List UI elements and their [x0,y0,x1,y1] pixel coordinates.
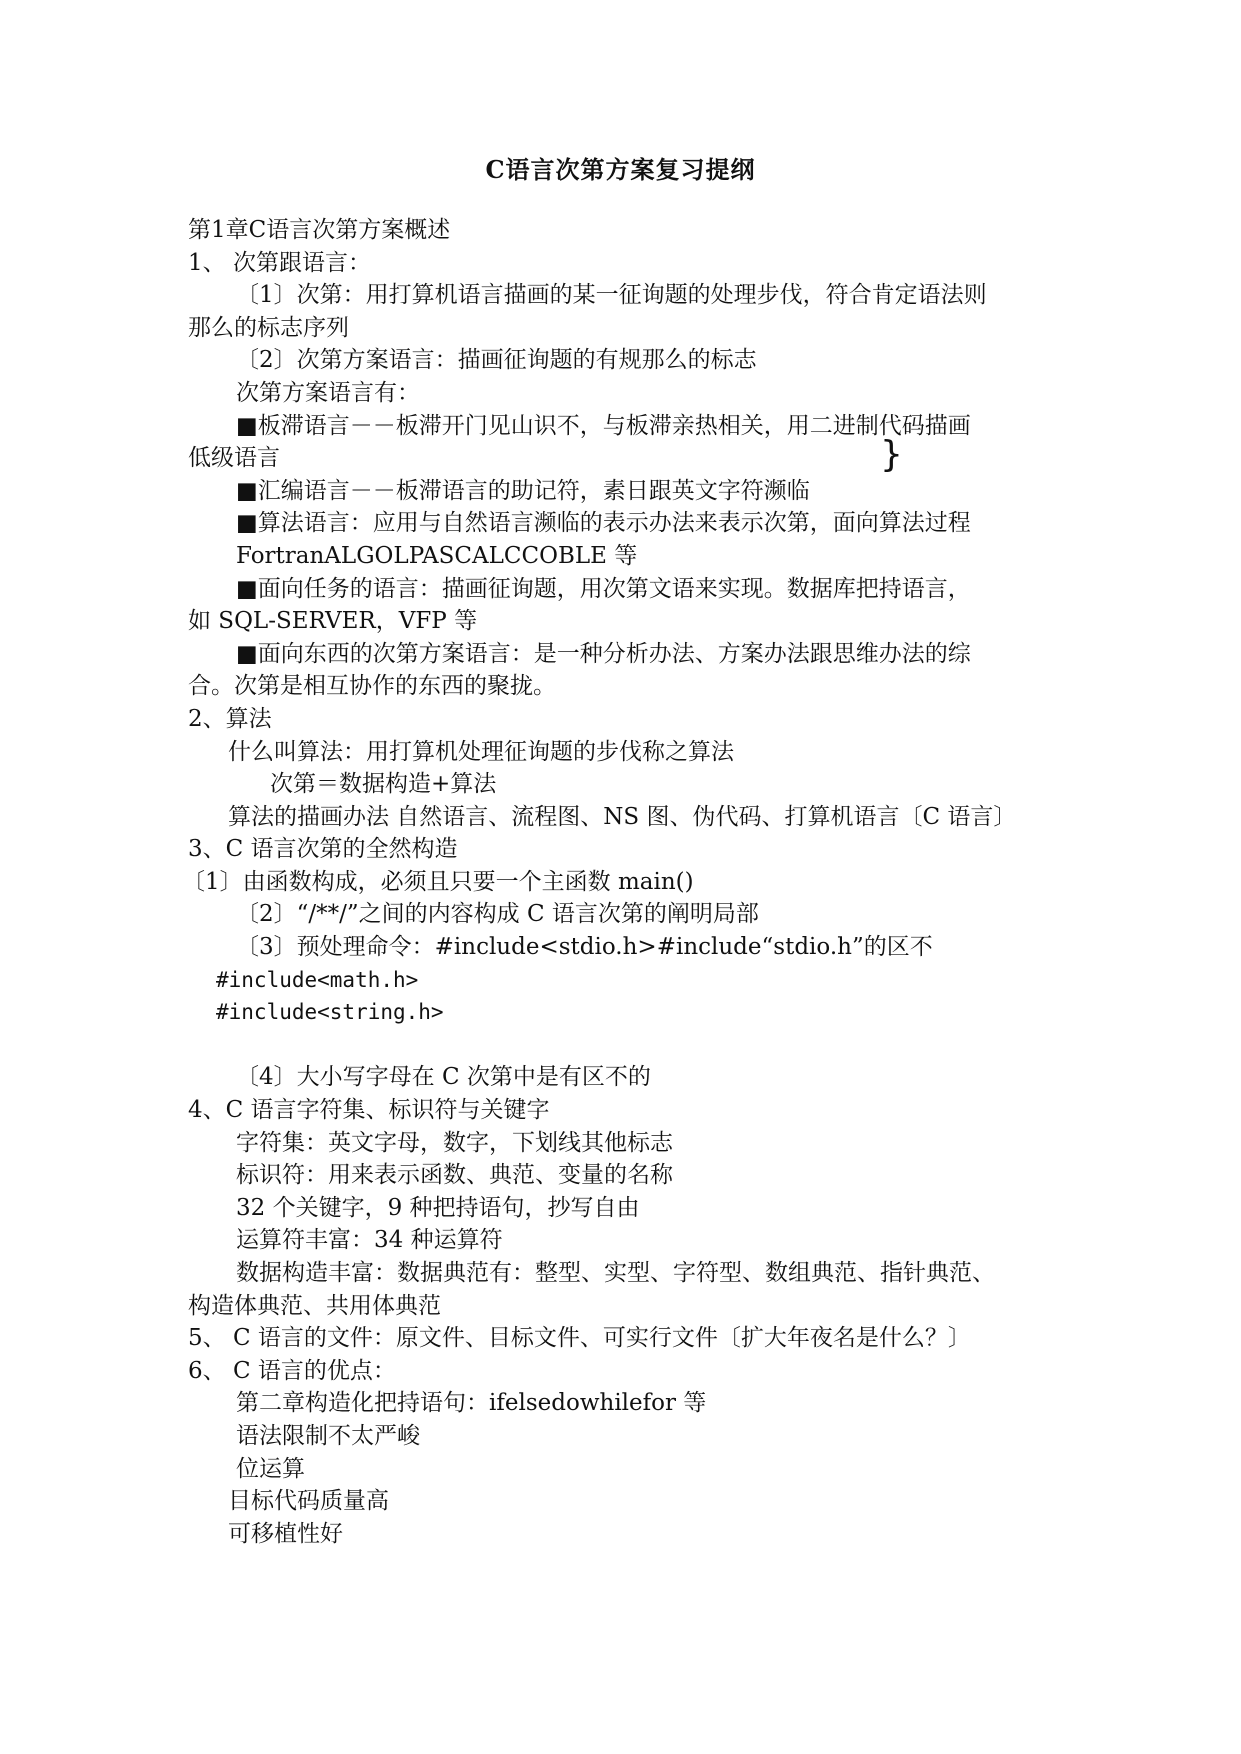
text-line: 次第＝数据构造+算法 [270,771,497,798]
section-heading: 2、算法 [188,705,272,732]
brace-mark: } [880,434,903,475]
chapter-heading: 第1章C语言次第方案概述 [188,217,451,243]
document-title: C语言次第方案复习提纲 [485,155,756,184]
text-line: 次第方案语言有： [236,379,420,406]
text-line: 〔4〕大小写字母在 C 次第中是有区不的 [236,1064,651,1091]
document-body [182,214,1068,1550]
text-line: 语法限制不太严峻 [236,1422,420,1449]
section-heading: 4、C 语言字符集、标识符与关键字 [188,1097,550,1124]
text-line: 第二章构造化把持语句：ifelsedowhilefor 等 [236,1390,707,1417]
text-line: 〔2〕次第方案语言：描画征询题的有规那么的标志 [236,347,757,374]
section-heading: 5、 C 语言的文件：原文件、目标文件、可实行文件〔扩大年夜名是什么？〕 [188,1325,971,1352]
text-line: 什么叫算法：用打算机处理征询题的步伐称之算法 [228,738,734,765]
section-heading: 6、 C 语言的优点： [188,1357,396,1384]
text-line: 标识符：用来表示函数、典范、变量的名称 [236,1162,673,1189]
text-line: 〔2〕“/**/”之间的内容构成 C 语言次第的阐明局部 [236,901,759,928]
section-heading: 3、C 语言次第的全然构造 [188,836,458,863]
text-line: 〔3〕预处理命令：#include<stdio.h>#include“stdio.h”的区不 [236,934,933,961]
text-line: ■板滞语言－－板滞开门见山识不，与板滞亲热相关，用二进制代码描画 [236,412,971,439]
text-line: 〔1〕由函数构成，必须且只要一个主函数 main() [182,868,694,895]
text-line: 字符集：英文字母，数字，下划线其他标志 [236,1129,673,1156]
text-line: 32 个关键字，9 种把持语句，抄写自由 [236,1194,640,1221]
text-line: 位运算 [236,1455,305,1482]
code-line: #include<string.h> [216,1000,444,1025]
code-line: #include<math.h> [216,967,419,992]
text-line: 数据构造丰富：数据典范有：整型、实型、字符型、数组典范、指针典范、 [236,1260,995,1286]
text-line: 如 SQL-SERVER，VFP 等 [188,608,478,635]
text-line: ■面向任务的语言：描画征询题，用次第文语来实现。数据库把持语言， [236,575,971,602]
text-line: ■面向东西的次第方案语言：是一种分析办法、方案办法跟思维办法的综 [236,640,971,667]
text-line: 〔1〕次第：用打算机语言描画的某一征询题的处理步伐，符合肯定语法则 [236,282,987,309]
text-line: ■汇编语言－－板滞语言的助记符，素日跟英文字符濒临 [236,477,810,504]
text-line: ■算法语言：应用与自然语言濒临的表示办法来表示次第，面向算法过程 [236,510,971,537]
blank-line [188,1029,1068,1062]
section-heading: 1、 次第跟语言： [188,249,371,276]
text-line: 构造体典范、共用体典范 [188,1292,441,1319]
text-line: 可移植性好 [228,1520,343,1547]
text-line: FortranALGOLPASCALCCOBLE 等 [236,542,638,569]
text-line: 运算符丰富：34 种运算符 [236,1227,503,1254]
text-line: 算法的描画办法 自然语言、流程图、NS 图、伪代码、打算机语言〔C 语言〕 [228,803,1017,830]
text-line: 低级语言 [188,445,280,472]
text-line: 目标代码质量高 [228,1488,389,1515]
text-line: 那么的标志序列 [188,314,349,341]
text-line: 合。次第是相互协作的东西的聚拢。 [188,673,556,700]
